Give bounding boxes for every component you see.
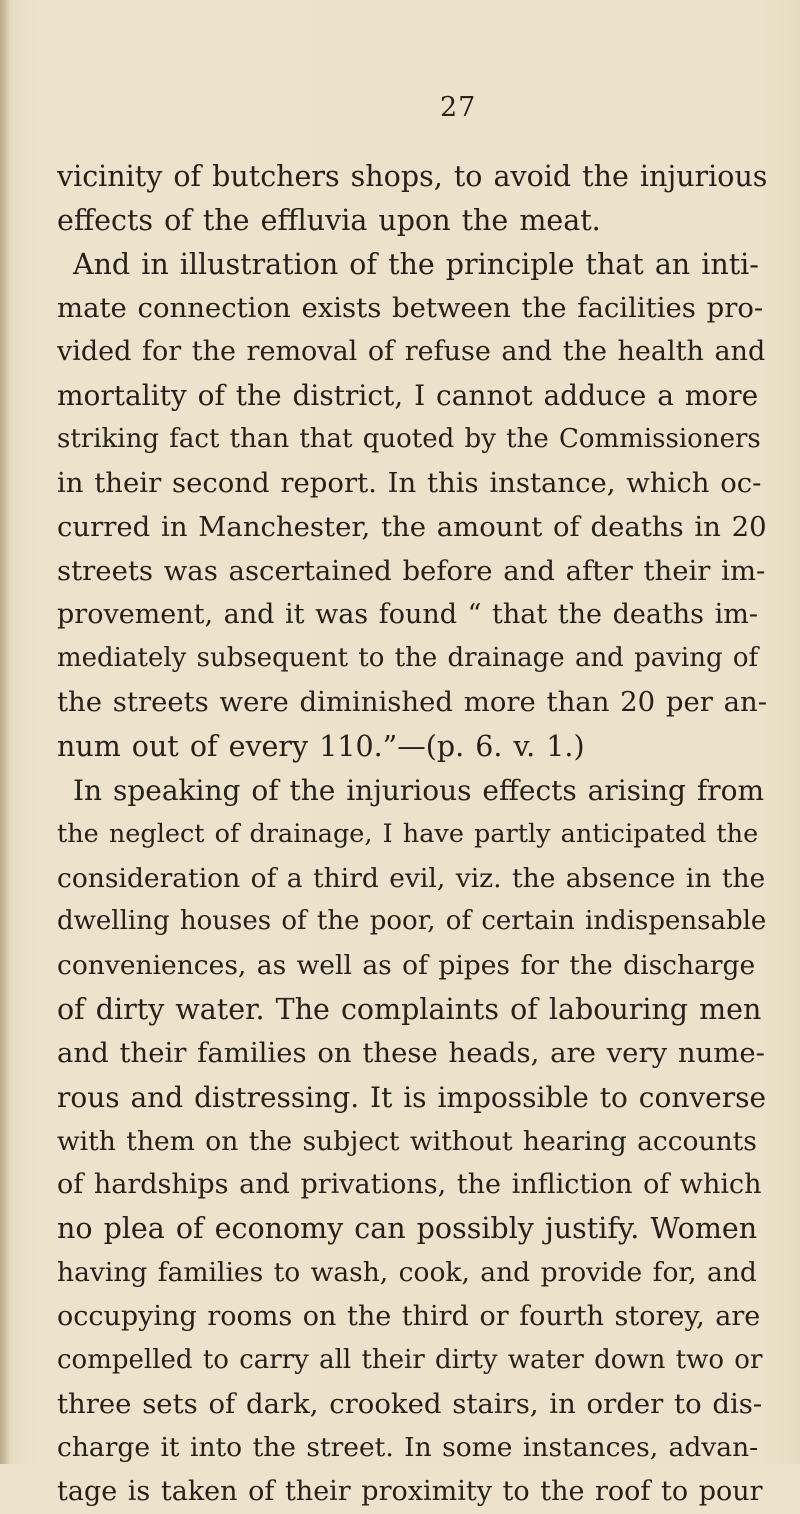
text-line-paragraph-start: And in illustration of the principle that an inti-	[73, 247, 759, 281]
text-line: with them on the subject without hearing accounts	[57, 1125, 757, 1157]
text-line: no plea of economy can possibly justify. Women	[57, 1212, 758, 1246]
text-line: of hardships and privations, the infliction of which	[57, 1169, 762, 1201]
text-line: conveniences, as well as of pipes for the discharge	[57, 950, 756, 982]
text-line: of dirty water. The complaints of labouring men	[57, 993, 762, 1027]
text-line: vicinity of butchers shops, to avoid the injurious	[57, 160, 767, 193]
text-line: mediately subsequent to the drainage and paving of	[57, 643, 759, 674]
text-line: consideration of a third evil, viz. the absence in the	[57, 862, 766, 894]
text-line: provement, and it was found “ that the deaths im-	[57, 599, 758, 631]
text-line: and their families on these heads, are very nume-	[57, 1036, 765, 1069]
text-line: rous and distressing. It is impossible to converse	[57, 1080, 767, 1114]
page-number: 27	[440, 92, 477, 123]
text-line: the neglect of drainage, I have partly anticipated the	[57, 818, 759, 849]
text-line: streets was ascertained before and after their im-	[57, 554, 766, 587]
text-line: compelled to carry all their dirty water down two or	[57, 1344, 763, 1375]
text-line: num out of every 110.”—(p. 6. v. 1.)	[57, 729, 585, 763]
text-line: mate connection exists between the facilities pro-	[57, 291, 764, 324]
text-line: curred in Manchester, the amount of deaths in 20	[57, 510, 767, 543]
text-line: having families to wash, cook, and provide for, and	[57, 1257, 757, 1289]
text-line: in their second report. In this instance, which oc-	[57, 466, 762, 499]
body-text	[57, 155, 767, 1514]
text-line: dwelling houses of the poor, of certain indispensable	[57, 906, 767, 937]
page-gutter-shadow	[0, 0, 10, 1464]
text-line: vided for the removal of refuse and the health and	[57, 336, 766, 368]
text-line: three sets of dark, crooked stairs, in order to dis-	[57, 1387, 763, 1420]
text-line: occupying rooms on the third or fourth storey, are	[57, 1300, 761, 1332]
text-line: effects of the effluvia upon the meat.	[57, 203, 601, 237]
text-line: tage is taken of their proximity to the roof to pour	[57, 1476, 763, 1508]
text-line: the streets were diminished more than 20 per an-	[57, 686, 767, 719]
text-line: charge it into the street. In some instances, advan-	[57, 1432, 759, 1464]
text-line-paragraph-start: In speaking of the injurious effects arising from	[73, 773, 765, 807]
text-line: striking fact than that quoted by the Commissioners	[57, 424, 761, 455]
text-line: mortality of the district, I cannot adduce a more	[57, 379, 759, 413]
